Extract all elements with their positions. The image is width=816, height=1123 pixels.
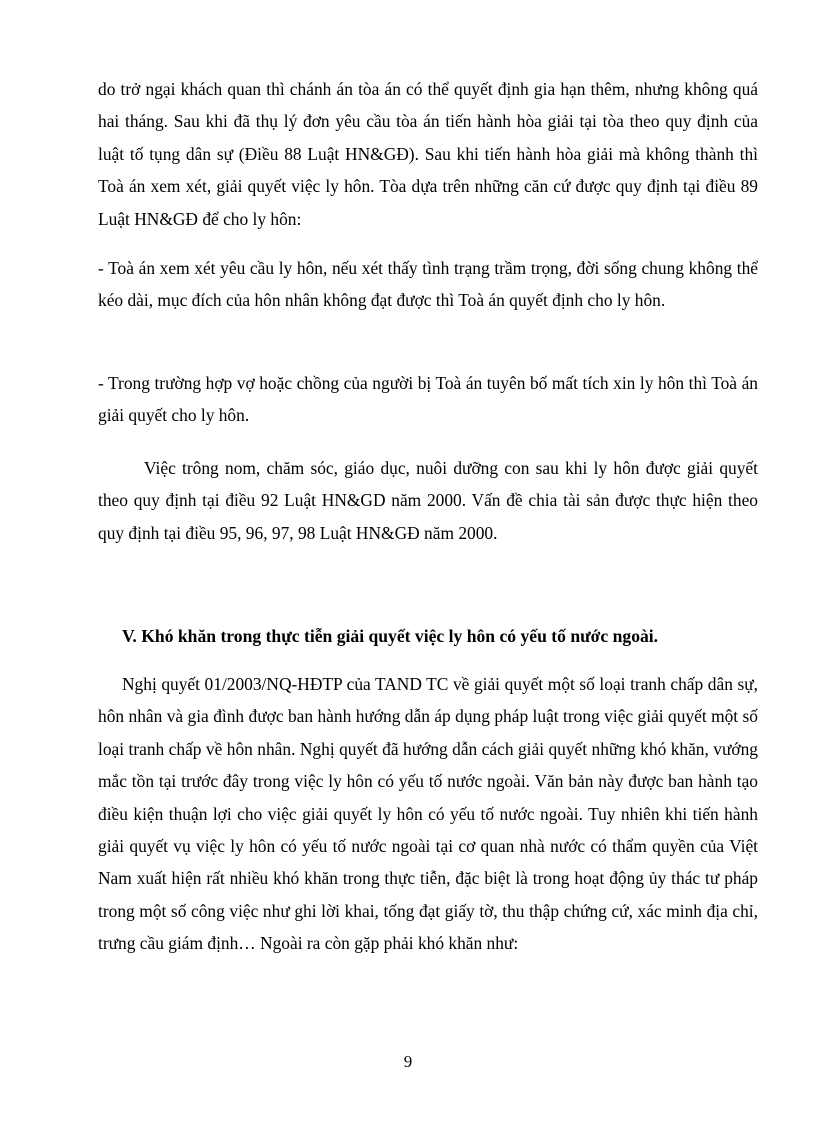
paragraph-divorce-grounds: - Toà án xem xét yêu cầu ly hôn, nếu xét thấy tình trạng trầm trọng, đời sống chung không thể kéo dài, mục đích của hôn nhân không đạt được thì Toà án quyết định cho ly hôn. [98,258,758,311]
paragraph-child-custody: Việc trông nom, chăm sóc, giáo dục, nuôi dưỡng con sau khi ly hôn được giải quyết theo quy định tại điều 92 Luật HN&GD năm 2000. Vấn đề chia tài sản được thực hiện theo quy định tại điều 95, 96, 97, 98 Luật HN&GĐ năm 2000. [98,458,758,543]
paragraph-resolution-difficulties: Nghị quyết 01/2003/NQ-HĐTP của TAND TC về giải quyết một số loại tranh chấp dân sự, hôn nhân và gia đình được ban hành hướng dẫn áp dụng pháp luật trong việc giải quyết một số loại tranh chấp về hôn nhân. Nghị quyết đã hướng dẫn cách giải quyết những khó khăn, vướng mắc tồn tại trước đây trong việc ly hôn có yếu tố nước ngoài. Văn bản này được ban hành tạo điều kiện thuận lợi cho việc giải quyết ly hôn có yếu tố nước ngoài. Tuy nhiên khi tiến hành giải quyết vụ việc ly hôn có yếu tố nước ngoài tại cơ quan nhà nước có thẩm quyền của Việt Nam xuất hiện rất nhiều khó khăn trong thực tiễn, đặc biệt là trong hoạt động ủy thác tư pháp trong một số công việc như ghi lời khai, tống đạt giấy tờ, thu thập chứng cứ, xác minh địa chỉ, trưng cầu giám định… Ngoài ra còn gặp phải khó khăn như: [98,674,758,954]
paragraph-missing-spouse: - Trong trường hợp vợ hoặc chồng của người bị Toà án tuyên bố mất tích xin ly hôn thì Toà án giải quyết cho ly hôn. [98,373,758,426]
page-number: 9 [403,1052,413,1071]
paragraph-divorce-procedure: do trở ngại khách quan thì chánh án tòa án có thể quyết định gia hạn thêm, nhưng không quá hai tháng. Sau khi đã thụ lý đơn yêu cầu tòa án tiến hành hòa giải tại tòa theo quy định của luật tố tụng dân sự (Điều 88 Luật HN&GĐ). Sau khi tiến hành hòa giải mà không thành thì Toà án xem xét, giải quyết việc ly hôn. Tòa dựa trên những căn cứ được quy định tại điều 89 Luật HN&GĐ để cho ly hôn: [98,79,758,229]
section-heading: V. Khó khăn trong thực tiễn giải quyết việc ly hôn có yếu tố nước ngoài. [122,626,659,646]
